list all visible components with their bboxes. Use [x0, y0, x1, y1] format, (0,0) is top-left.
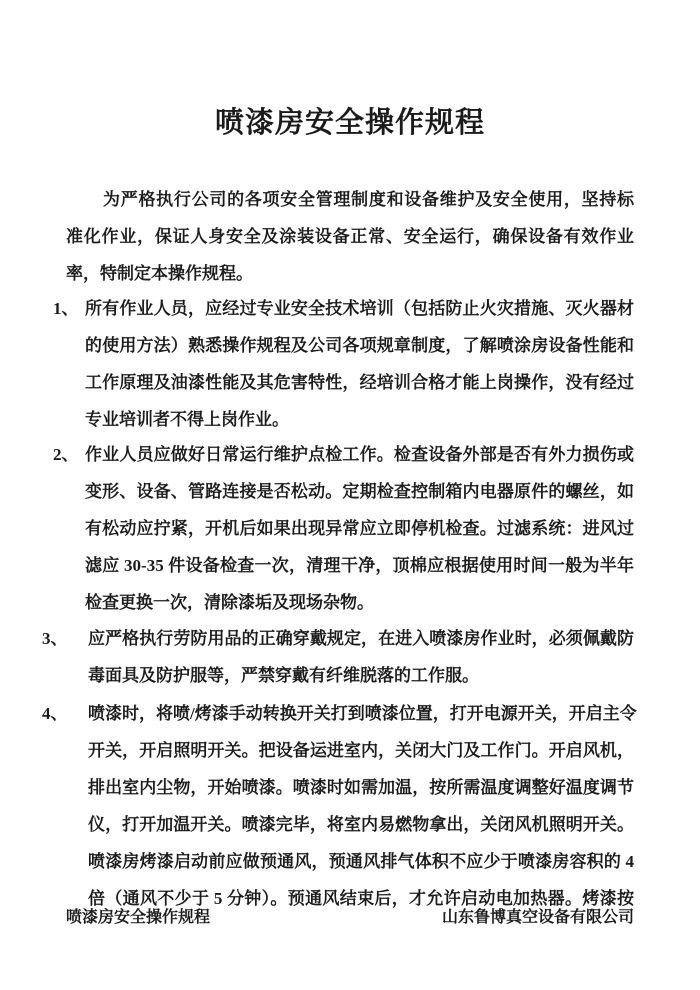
- text-line: 作业人员应做好日常运行维护点检工作。检查设备外部是否有外力损伤或: [85, 445, 634, 464]
- list-item-1: [53, 290, 634, 438]
- text-line: 应严格执行劳防用品的正确穿戴规定，在进入喷漆房作业时，必须佩戴防: [88, 629, 634, 648]
- text-line: 毒面具及防护服等，严禁穿戴有纤维脱落的工作服。: [88, 666, 479, 685]
- text-line: 工作原理及油漆性能及其危害特性，经培训合格才能上岗操作，没有经过: [85, 373, 634, 392]
- text-line: 有松动应拧紧，开机后如果出现异常应立即停机检查。过滤系统：进风过: [85, 519, 634, 538]
- footer-doc-title: 喷漆房安全操作规程: [66, 909, 211, 926]
- document-title: 喷漆房安全操作规程: [214, 107, 485, 139]
- text-line: 开关，开启照明开关。把设备运进室内，关闭大门及工作门。开启风机，: [88, 741, 634, 760]
- text-line: 的使用方法）熟悉操作规程及公司各项规章制度，了解喷涂房设备性能和: [85, 336, 634, 355]
- text-line: 滤应 30-35 件设备检查一次，清理干净，顶棉应根据使用时间一般为半年: [85, 556, 634, 575]
- list-item-2: [53, 436, 634, 621]
- text-line: 准化作业，保证人身安全及涂装设备正常、安全运行，确保设备有效作业: [66, 227, 634, 246]
- text-line: 排出室内尘物，开始喷漆。喷漆时如需加温，按所需温度调整好温度调节: [88, 778, 634, 797]
- item-number: 3、: [42, 629, 68, 648]
- item-number: 2、: [53, 445, 79, 464]
- text-line: 喷漆时，将喷/烤漆手动转换开关打到喷漆位置，打开电源开关，开启主令: [88, 704, 637, 723]
- text-line: 喷漆房烤漆启动前应做预通风，预通风排气体积不应少于喷漆房容积的 4: [88, 852, 634, 871]
- text-line: 倍（通风不少于 5 分钟）。预通风结束后，才允许启动电加热器。烤漆按: [88, 889, 634, 908]
- footer-company-name: 山东鲁博真空设备有限公司: [441, 909, 634, 926]
- text-line: 所有作业人员，应经过专业安全技术培训（包括防止火灾措施、灭火器材: [85, 299, 634, 318]
- text-line: 专业培训者不得上岗作业。: [85, 410, 289, 429]
- list-item-3: [42, 620, 634, 694]
- item-number: 1、: [53, 299, 79, 318]
- list-item-4: [42, 695, 637, 917]
- text-line: 变形、设备、管路连接是否松动。定期检查控制箱内电器原件的螺丝，如: [85, 482, 634, 501]
- text-line: 仪，打开加温开关。喷漆完毕，将室内易燃物拿出，关闭风机照明开关。: [88, 815, 634, 834]
- text-line: 检查更换一次，清除漆垢及现场杂物。: [85, 593, 374, 612]
- item-number: 4、: [42, 704, 68, 723]
- intro-paragraph: [66, 181, 634, 292]
- text-line: 为严格执行公司的各项安全管理制度和设备维护及安全使用，坚持标: [103, 190, 634, 209]
- text-line: 率，特制定本操作规程。: [66, 264, 253, 283]
- page-footer: [66, 906, 634, 930]
